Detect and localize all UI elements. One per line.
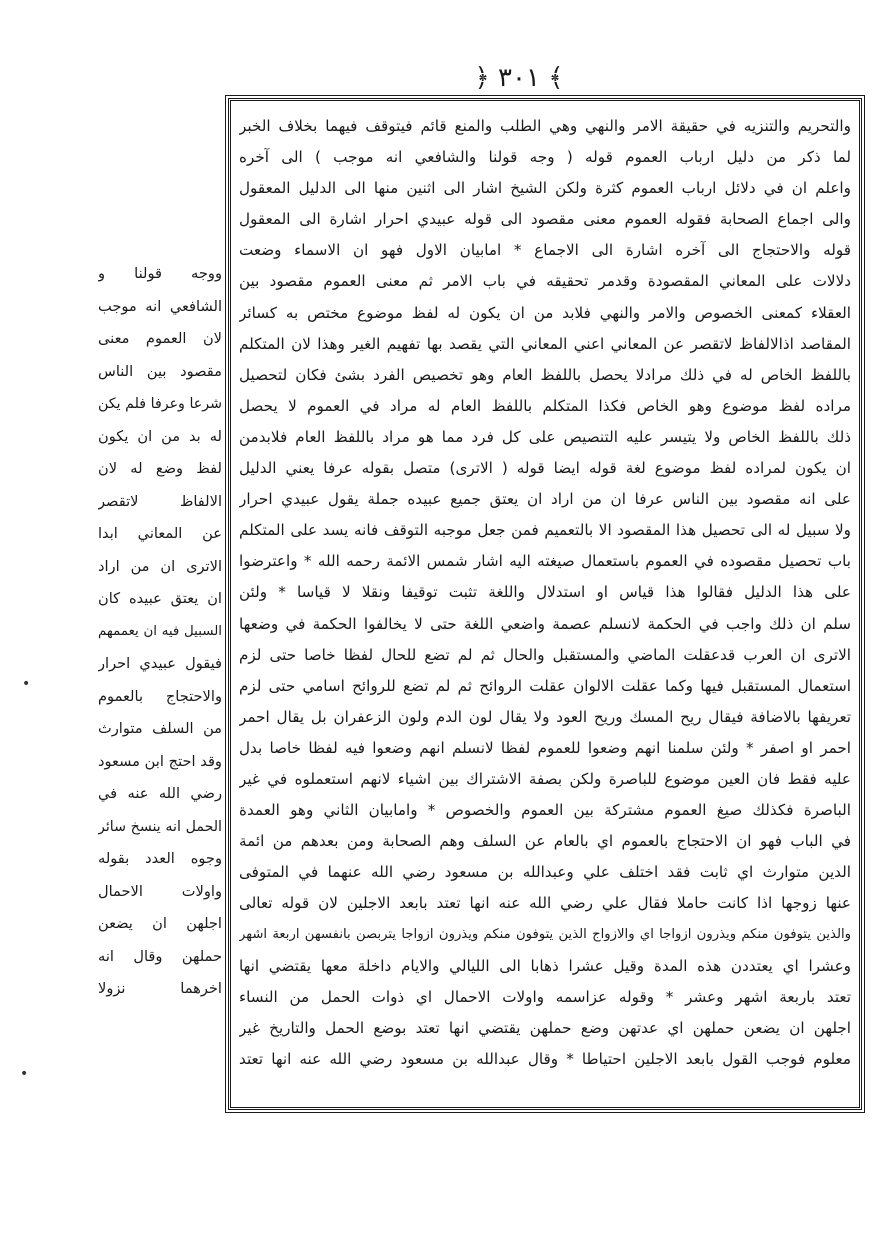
- main-text-line: تعريفها بالاضافة فيقال ريح المسك وريح العود ولا يقال لون الدم ولون الزعفران بل يقال احمر: [239, 707, 851, 726]
- main-text-line: المقاصد اذالالفاظ لاتقصر عن المعاني اعني المعاني التي يقصد بها تفهيم الغير وهذا لان المتكلم: [239, 334, 851, 353]
- margin-note-line: واولات الاحمال: [98, 882, 222, 900]
- main-text-line: الباصرة فكذلك صيغ العموم مشتركة بين العموم والخصوص * وامابيان الثاني وهو العمدة: [239, 801, 851, 820]
- margin-note-line: الحمل انه ينسخ سائر: [98, 818, 222, 835]
- side-mark-2: •: [20, 1066, 29, 1082]
- main-text-line: في الباب فهو ان الاحتجاج بالعموم اي بالعام عن السلف وهم الصحابة ومن بعدهم من ائمة: [239, 832, 851, 851]
- margin-note-line: وقد احتج ابن مسعود: [98, 752, 222, 770]
- main-text-line: الدين متوارث اي ثابت فقد اختلف علي وعبدالله بن مسعود رضي الله عنهما في المتوفى: [239, 863, 851, 882]
- margin-note-line: من السلف متوارث: [98, 720, 222, 737]
- main-text-line: احمر او اصفر * ولئن سلمنا انهم وضعوا للعموم لفظا لانسلم انهم وضعوا فيه لفظا خاصا بدل: [239, 738, 851, 757]
- page-number: ﴾ ٣٠١ ﴿: [474, 63, 564, 93]
- main-text-line: الاترى ان العرب قدعقلت الماضي والمستقبل والحال ثم لم تضع للحال لفظا خاصا حتى لزم: [239, 645, 851, 664]
- margin-note-line: رضي الله عنه في: [98, 785, 222, 802]
- main-text-line: والتحريم والتنزيه في حقيقة الامر والنهي وهي الطلب والمنع قائم فيتوقف فيهما بخلاف الخبر: [239, 117, 851, 135]
- margin-note-line: فيقول عبيدي احرار: [98, 655, 222, 672]
- main-text-line: ان يكون لمراده لفظ موضوع لغة قوله ايضا قوله ( الاترى) متصل بقوله عرفا يعني الدليل: [239, 459, 851, 478]
- main-text-line: عليه فقط فان العين موضوع للباصرة ولكن بصفة الاشتراك بين اشياء لانهم استعملوه في غير: [239, 769, 851, 788]
- margin-note-line: ووجه قولنا و: [98, 265, 222, 282]
- main-text-line: واعلم ان في دلائل ارباب العموم كثرة ولكن الشيخ اشار الى اثنين منها الى الدليل المعقول: [239, 179, 851, 198]
- main-text-line: عنها زوجها اذا كانت حاملا فقال علي رضي الله عنه انها تعتد بابعد الاجلين لان قوله تعالى: [239, 894, 851, 913]
- main-text-line: باللفظ الخاص له في ذلك مرادلا يحصل باللفظ العام وهو تخصيص الفرد بشئ فكان لتحصيل: [239, 365, 851, 384]
- margin-note-line: له بد من ان يكون: [98, 427, 222, 445]
- main-text-line: معلوم فوجب القول بابعد الاجلين احتياطا * وقال عبدالله بن مسعود رضي الله عنه انها تعتد: [239, 1049, 851, 1068]
- main-text-line: تعتد باربعة اشهر وعشر * وقوله عزاسمه واولات الاحمال اي ذوات الحمل من النساء: [239, 987, 851, 1006]
- main-text-line: على هذا الدليل فقالوا هذا قياس او استدلال واللغة تثبت توقيفا ونقلا لا قياسا * ولئن: [239, 583, 851, 602]
- main-text-line: والى اجماع الصحابة فقوله العموم معنى مقصود الى قوله عبيدي احرار اشارة الى المعقول: [239, 210, 851, 229]
- margin-note-line: الشافعي انه موجب: [98, 297, 222, 315]
- margin-note-line: الاترى ان من اراد: [98, 557, 222, 575]
- main-text-line: قوله والاحتجاج الى آخره اشارة الى الاجماع * امابيان الاول فهو ان الاسماء وضعت: [239, 241, 851, 260]
- main-text-frame: [228, 98, 862, 1110]
- margin-note-line: الالفاظ لاتقصر: [98, 492, 222, 510]
- margin-note-line: اجلهن ان يضعن: [98, 915, 222, 932]
- main-text-line: لما ذكر من دليل ارباب العموم قوله ( وجه قولنا والشافعي انه موجب ) الى آخره: [239, 148, 851, 167]
- margin-note-line: السبيل فيه ان يعممهم: [98, 623, 222, 639]
- margin-column: [98, 258, 222, 1006]
- margin-note-line: والاحتجاج بالعموم: [98, 687, 222, 705]
- main-text-line: العقلاء كمعنى الخصوص والامر والنهي فلابد من ان يكون له لفظ موضوع مختص به كسائر: [239, 303, 851, 322]
- main-text-line: دلالات على المعاني المقصودة وقدمر تحقيقه في باب الامر ثم معنى العموم مقصود بين: [239, 272, 851, 291]
- main-text-line: على انه مقصود بين الناس عرفا ان من اراد ان يعتق جميع عبيده جملة يقول عبيدي احرار: [239, 490, 851, 509]
- margin-note-line: اخرهما نزولا: [98, 980, 222, 997]
- main-text-line: وعشرا اي يعتددن هذه المدة وقيل عشرا ذهابا الى الليالي والايام داخلة معها يقتضي انها: [239, 956, 851, 975]
- main-text-line: ولا سبيل له الى تحصيل هذا المقصود الا بالتعميم فمن جعل موجبه التوقف فانه يسد على المتكلم: [239, 521, 851, 540]
- margin-note-line: لان العموم معنى: [98, 330, 222, 347]
- margin-note-line: عن المعاني ابدا: [98, 525, 222, 542]
- main-text-line: سلم ان ذلك واجب في الحكمة لانسلم عصمة واضعي اللغة حتى لا يخالفوا الحكمة في وضعها: [239, 614, 851, 633]
- margin-note-line: ان يعتق عبيده كان: [98, 590, 222, 607]
- main-text-line: والذين يتوفون منكم ويذرون ازواجا اي والازواج الذين يتوفون منكم ويذرون ازواجا يتربصن بانفسهن اربعة اشهر: [239, 927, 851, 943]
- margin-note-line: شرعا وعرفا فلم يكن: [98, 396, 222, 412]
- margin-note-line: وجوه العدد بقوله: [98, 850, 222, 867]
- main-text-line: اجلهن ان يضعن حملهن اي عدتهن وضع حملهن يقتضي انها تعتد بوضع الحمل والتاريخ غير: [239, 1018, 851, 1037]
- margin-note-line: حملهن وقال انه: [98, 947, 222, 965]
- main-text-line: ذلك باللفظ الخاص ولا يتيسر عليه التنصيص على كل فرد مما هو مراد باللفظ العام فلابدمن: [239, 427, 851, 446]
- margin-note-line: لفظ وضع له لان: [98, 460, 222, 477]
- main-text-line: مراده لفظ موضوع وهو الخاص فكذا المتكلم باللفظ العام له مراد في العموم لا يحصل: [239, 396, 851, 415]
- side-mark-1: •: [22, 676, 31, 692]
- main-text-line: استعمال المستقبل فيها وكما عقلت الالوان عقلت الروائح ثم لم تضع للروائح اسامي حتى لزم: [239, 676, 851, 695]
- main-text-body: [239, 111, 851, 1075]
- margin-note-line: مقصود بين الناس: [98, 362, 222, 380]
- main-text-line: باب تحصيل مقصوده في العموم باستعمال صيغته اليه اشار شمس الائمة رحمه الله * واعترضوا: [239, 552, 851, 571]
